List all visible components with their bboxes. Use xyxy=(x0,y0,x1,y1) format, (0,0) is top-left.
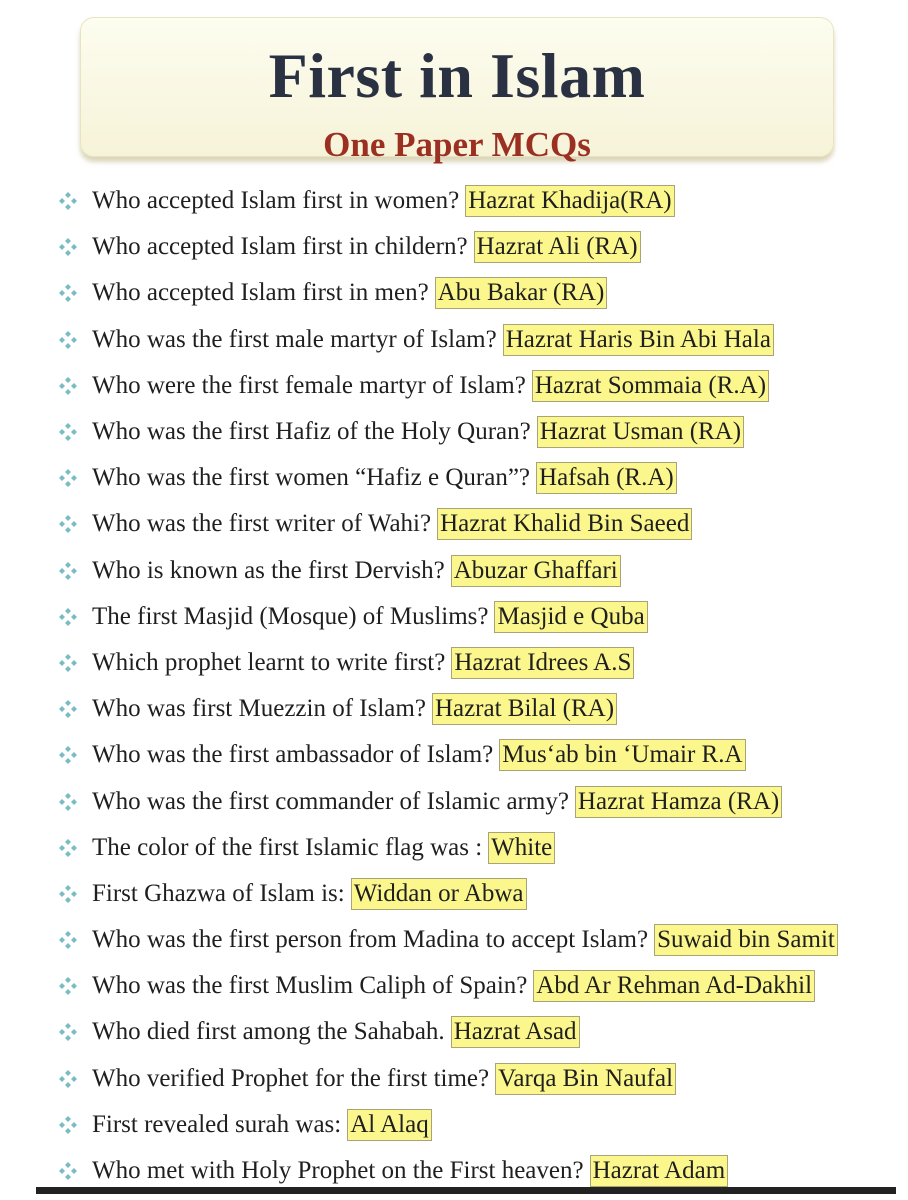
mcq-item xyxy=(58,363,898,409)
mcq-answer: Varqa Bin Naufal xyxy=(495,1063,676,1095)
diamond-bullet-icon xyxy=(58,930,92,950)
diamond-bullet-icon xyxy=(58,699,92,719)
mcq-item xyxy=(58,317,898,363)
diamond-bullet-icon xyxy=(58,745,92,765)
diamond-bullet-icon xyxy=(58,468,92,488)
mcq-list xyxy=(58,178,898,1194)
mcq-answer: Hazrat Asad xyxy=(451,1016,580,1048)
diamond-bullet-icon xyxy=(58,283,92,303)
diamond-bullet-icon xyxy=(58,376,92,396)
mcq-answer: Abd Ar Rehman Ad-Dakhil xyxy=(533,970,815,1002)
diamond-bullet-icon xyxy=(58,191,92,211)
diamond-bullet-icon xyxy=(58,838,92,858)
mcq-question: Who was the first women “Hafiz e Quran”? xyxy=(92,464,531,492)
mcq-answer: Hazrat Haris Bin Abi Hala xyxy=(503,324,774,356)
mcq-question: Who was first Muezzin of Islam? xyxy=(92,695,426,723)
mcq-item xyxy=(58,732,898,778)
mcq-answer: Masjid e Quba xyxy=(494,601,647,633)
mcq-item xyxy=(58,548,898,594)
mcq-item xyxy=(58,178,898,224)
mcq-item xyxy=(58,409,898,455)
mcq-answer: Abuzar Ghaffari xyxy=(451,555,621,587)
mcq-item xyxy=(58,1102,898,1148)
mcq-answer: Hazrat Khalid Bin Saeed xyxy=(437,508,692,540)
mcq-answer: Widdan or Abwa xyxy=(351,878,527,910)
mcq-question: Who was the first ambassador of Islam? xyxy=(92,741,494,769)
mcq-answer: Hazrat Ali (RA) xyxy=(474,231,641,263)
mcq-item xyxy=(58,917,898,963)
diamond-bullet-icon xyxy=(58,330,92,350)
diamond-bullet-icon xyxy=(58,514,92,534)
mcq-item xyxy=(58,778,898,824)
bottom-divider xyxy=(36,1187,896,1194)
diamond-bullet-icon xyxy=(58,422,92,442)
mcq-item xyxy=(58,825,898,871)
mcq-answer: Hazrat Khadija(RA) xyxy=(465,185,674,217)
mcq-item xyxy=(58,270,898,316)
page-title: First in Islam xyxy=(268,40,646,111)
mcq-answer: Hazrat Hamza (RA) xyxy=(575,786,782,818)
mcq-answer: White xyxy=(488,832,555,864)
mcq-question: Who accepted Islam first in childern? xyxy=(92,233,468,261)
mcq-item xyxy=(58,224,898,270)
mcq-item xyxy=(58,501,898,547)
mcq-question: First Ghazwa of Islam is: xyxy=(92,879,345,907)
mcq-answer: Hazrat Bilal (RA) xyxy=(432,693,617,725)
diamond-bullet-icon xyxy=(58,561,92,581)
mcq-question: Who was the first writer of Wahi? xyxy=(92,510,432,538)
mcq-question: Who met with Holy Prophet on the First heaven? xyxy=(92,1157,584,1185)
mcq-item xyxy=(58,640,898,686)
mcq-answer: Hazrat Adam xyxy=(590,1155,729,1187)
mcq-question: Who was the first Hafiz of the Holy Quran? xyxy=(92,418,531,446)
mcq-item xyxy=(58,455,898,501)
mcq-question: Who was the first person from Madina to accept Islam? xyxy=(92,926,649,954)
mcq-answer: Hazrat Idrees A.S xyxy=(451,647,634,679)
mcq-question: Who was the first male martyr of Islam? xyxy=(92,325,497,353)
diamond-bullet-icon xyxy=(58,884,92,904)
diamond-bullet-icon xyxy=(58,607,92,627)
page-subtitle: One Paper MCQs xyxy=(323,125,591,164)
diamond-bullet-icon xyxy=(58,237,92,257)
diamond-bullet-icon xyxy=(58,653,92,673)
mcq-answer: Hafsah (R.A) xyxy=(536,462,677,494)
mcq-item xyxy=(58,594,898,640)
mcq-question: Who was the first commander of Islamic army? xyxy=(92,787,569,815)
mcq-question: Who is known as the first Dervish? xyxy=(92,556,445,584)
mcq-item xyxy=(58,1009,898,1055)
mcq-answer: Mus‘ab bin ‘Umair R.A xyxy=(499,739,745,771)
diamond-bullet-icon xyxy=(58,1022,92,1042)
mcq-item xyxy=(58,871,898,917)
mcq-answer: Hazrat Usman (RA) xyxy=(537,416,744,448)
header-banner xyxy=(80,17,834,164)
diamond-bullet-icon xyxy=(58,1069,92,1089)
mcq-question: Who was the first Muslim Caliph of Spain? xyxy=(92,972,528,1000)
mcq-question: Who died first among the Sahabah. xyxy=(92,1018,445,1046)
mcq-question: Which prophet learnt to write first? xyxy=(92,648,446,676)
diamond-bullet-icon xyxy=(58,1115,92,1135)
mcq-answer: Al Alaq xyxy=(347,1109,431,1141)
mcq-answer: Hazrat Sommaia (R.A) xyxy=(532,370,769,402)
diamond-bullet-icon xyxy=(58,1161,92,1181)
mcq-question: Who were the first female martyr of Islam? xyxy=(92,371,526,399)
mcq-question: The first Masjid (Mosque) of Muslims? xyxy=(92,602,489,630)
mcq-question: First revealed surah was: xyxy=(92,1110,342,1138)
mcq-item xyxy=(58,1056,898,1102)
mcq-question: Who verified Prophet for the first time? xyxy=(92,1064,490,1092)
mcq-item xyxy=(58,963,898,1009)
diamond-bullet-icon xyxy=(58,976,92,996)
mcq-question: Who accepted Islam first in men? xyxy=(92,279,429,307)
diamond-bullet-icon xyxy=(58,792,92,812)
mcq-answer: Abu Bakar (RA) xyxy=(435,277,608,309)
mcq-answer: Suwaid bin Samit xyxy=(654,924,838,956)
mcq-item xyxy=(58,686,898,732)
mcq-question: The color of the first Islamic flag was : xyxy=(92,833,483,861)
mcq-question: Who accepted Islam first in women? xyxy=(92,187,460,215)
